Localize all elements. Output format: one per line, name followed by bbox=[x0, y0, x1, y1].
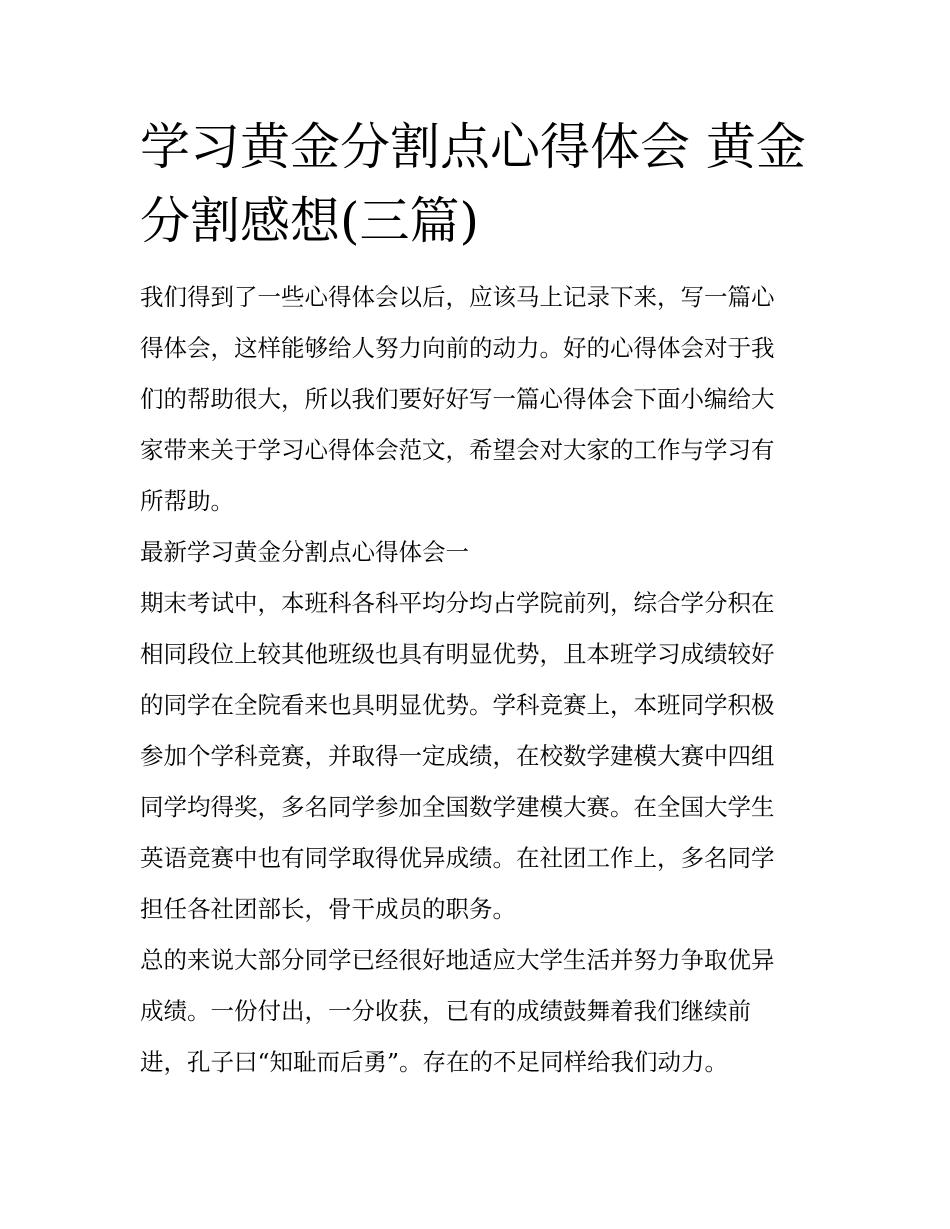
spacer bbox=[140, 258, 820, 272]
text-line: 进，孔子曰“知耻而后勇”。存在的不足同样给我们动力。 bbox=[140, 1048, 729, 1076]
text-line: 得体会，这样能够给人努力向前的动力。好的心得体会对于我 bbox=[140, 334, 775, 362]
body-paragraph-2 bbox=[140, 935, 820, 1088]
title-line: 分割感想(三篇) bbox=[140, 192, 480, 250]
text-line: 相同段位上较其他班级也具有明显优势，且本班学习成绩较好 bbox=[140, 640, 775, 668]
document-body bbox=[140, 110, 820, 1088]
text-line: 的同学在全院看来也具明显优势。学科竞赛上，本班同学积极 bbox=[140, 691, 775, 719]
text-line: 担任各社团部长，骨干成员的职务。 bbox=[140, 895, 516, 923]
document-title bbox=[140, 110, 820, 258]
text-line: 所帮助。 bbox=[140, 487, 234, 515]
section-heading: 最新学习黄金分割点心得体会一 bbox=[140, 538, 469, 566]
text-line: 同学均得奖，多名同学参加全国数学建模大赛。在全国大学生 bbox=[140, 793, 775, 821]
title-line: 学习黄金分割点心得体会 黄金 bbox=[140, 118, 806, 176]
text-line: 我们得到了一些心得体会以后，应该马上记录下来，写一篇心 bbox=[140, 283, 775, 311]
text-line: 成绩。一份付出，一分收获，已有的成绩鼓舞着我们继续前 bbox=[140, 997, 751, 1025]
body-paragraph-1 bbox=[140, 578, 820, 935]
text-line: 参加个学科竞赛，并取得一定成绩，在校数学建模大赛中四组 bbox=[140, 742, 775, 770]
text-line: 总的来说大部分同学已经很好地适应大学生活并努力争取优异 bbox=[140, 946, 775, 974]
text-line: 家带来关于学习心得体会范文，希望会对大家的工作与学习有 bbox=[140, 436, 775, 464]
text-line: 期末考试中，本班科各科平均分均占学院前列，综合学分积在 bbox=[140, 589, 775, 617]
text-line: 们的帮助很大，所以我们要好好写一篇心得体会下面小编给大 bbox=[140, 385, 775, 413]
intro-paragraph bbox=[140, 272, 820, 527]
text-line: 英语竞赛中也有同学取得优异成绩。在社团工作上，多名同学 bbox=[140, 844, 775, 872]
